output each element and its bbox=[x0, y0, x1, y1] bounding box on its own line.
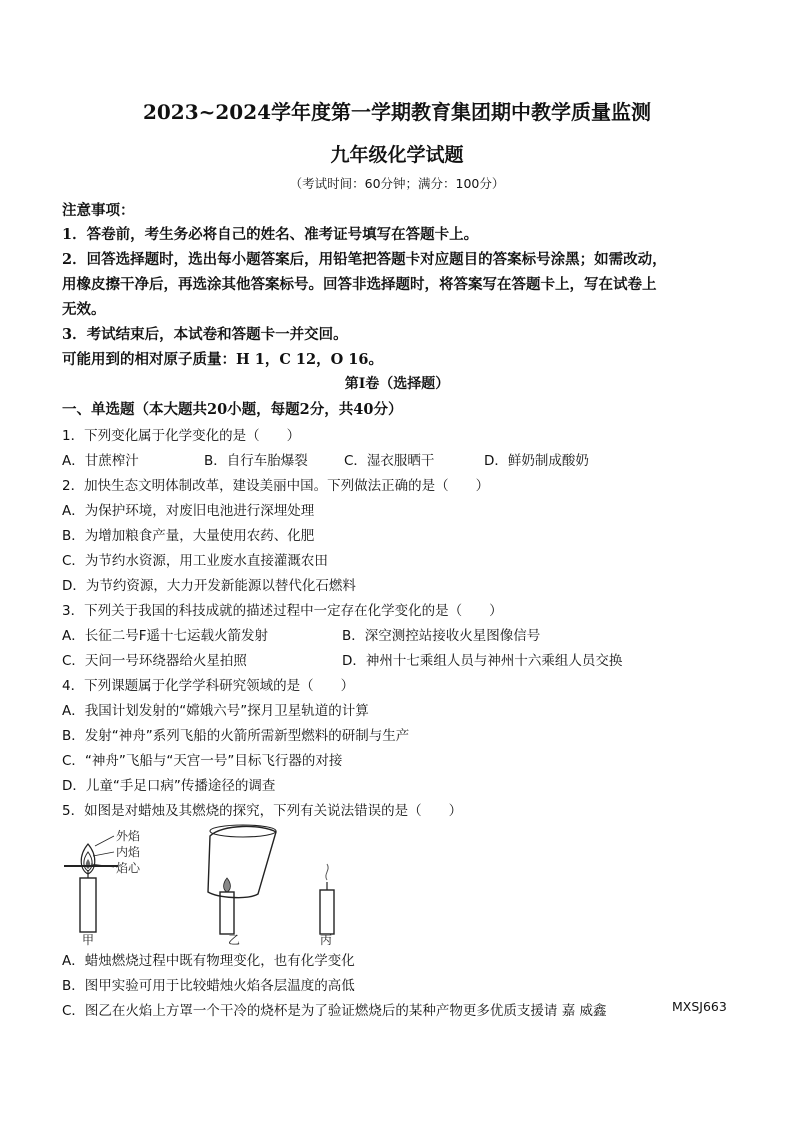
q4-option-d: D．儿童“手足口病”传播途径的调查 bbox=[62, 778, 276, 794]
q3-option-a: A．长征二号F遥十七运载火箭发射 bbox=[62, 628, 268, 644]
label-outer-flame: 外焰 bbox=[116, 829, 141, 843]
exam-info: （考试时间：60分钟；满分：100分） bbox=[289, 176, 505, 191]
q3-option-c: C．天问一号环绕器给火星拍照 bbox=[62, 653, 247, 669]
note-item-1: 1．答卷前，考生务必将自己的姓名、准考证号填写在答题卡上。 bbox=[62, 226, 479, 243]
watermark-code: MXSJ663 bbox=[672, 999, 727, 1014]
q4-option-c: C．“神舟”飞船与“天宫一号”目标飞行器的对接 bbox=[62, 753, 343, 769]
q2-option-c: C．为节约水资源，用工业废水直接灌溉农田 bbox=[62, 553, 328, 569]
q3-stem: 3．下列关于我国的科技成就的描述过程中一定存在化学变化的是（ ） bbox=[62, 603, 503, 619]
q4-stem: 4．下列课题属于化学学科研究领域的是（ ） bbox=[62, 678, 355, 694]
q5-option-b: B．图甲实验可用于比较蜡烛火焰各层温度的高低 bbox=[62, 978, 355, 994]
q4-option-a: A．我国计划发射的“嫦娥六号”探月卫星轨道的计算 bbox=[62, 703, 369, 719]
label-yi: 乙 bbox=[228, 933, 241, 947]
section-heading: 一、单选题（本大题共20小题，每题2分，共40分） bbox=[62, 401, 403, 418]
figure-c-candle-smoke bbox=[320, 864, 334, 947]
q2-stem: 2．加快生态文明体制改革，建设美丽中国。下列做法正确的是（ ） bbox=[62, 478, 490, 494]
q1-option-c: C．湿衣服晒干 bbox=[344, 453, 435, 469]
q5-stem: 5．如图是对蜡烛及其燃烧的探究，下列有关说法错误的是（ ） bbox=[62, 803, 463, 819]
label-inner-flame: 内焰 bbox=[116, 845, 141, 859]
atomic-mass-note: 可能用到的相对原子质量：H 1，C 12，O 16。 bbox=[62, 351, 383, 368]
note-item-3: 3．考试结束后，本试卷和答题卡一并交回。 bbox=[62, 326, 348, 343]
q2-option-d: D．为节约资源，大力开发新能源以替代化石燃料 bbox=[62, 578, 356, 594]
q2-option-b: B．为增加粮食产量，大量使用农药、化肥 bbox=[62, 528, 315, 544]
q1-option-b: B．自行车胎爆裂 bbox=[204, 453, 308, 469]
q3-option-d: D．神州十七乘组人员与神州十六乘组人员交换 bbox=[342, 653, 623, 669]
q1-option-a: A．甘蔗榨汁 bbox=[62, 453, 139, 469]
notes-heading: 注意事项： bbox=[62, 202, 135, 219]
label-flame-core: 焰心 bbox=[116, 861, 141, 875]
label-bing: 丙 bbox=[320, 933, 333, 947]
note-item-2-line-2: 用橡皮擦干净后，再选涂其他答案标号。回答非选择题时，将答案写在答题卡上，写在试卷上 bbox=[62, 276, 657, 293]
q2-option-a: A．为保护环境，对废旧电池进行深埋处理 bbox=[62, 503, 315, 519]
note-item-2-line-3: 无效。 bbox=[62, 301, 106, 318]
exam-subtitle: 九年级化学试题 bbox=[330, 144, 464, 166]
part1-title: 第Ⅰ卷（选择题） bbox=[344, 376, 450, 392]
q4-option-b: B．发射“神舟”系列飞船的火箭所需新型燃料的研制与生产 bbox=[62, 728, 410, 744]
note-item-2-line-1: 2．回答选择题时，选出每小题答案后，用铅笔把答题卡对应题目的答案标号涂黑；如需改动， bbox=[62, 251, 667, 268]
figure-a-candle bbox=[64, 828, 141, 947]
q1-stem: 1．下列变化属于化学变化的是（ ） bbox=[62, 428, 301, 444]
q5-option-c: C．图乙在火焰上方罩一个干冷的烧杯是为了验证燃烧后的某种产物更多优质支援请 嘉 威鑫 bbox=[62, 1003, 607, 1019]
exam-title: 2023~2024学年度第一学期教育集团期中教学质量监测 bbox=[142, 100, 652, 124]
q1-option-d: D．鲜奶制成酸奶 bbox=[484, 453, 589, 469]
q3-option-b: B．深空测控站接收火星图像信号 bbox=[342, 628, 541, 644]
q5-option-a: A．蜡烛燃烧过程中既有物理变化，也有化学变化 bbox=[62, 953, 355, 969]
label-jia: 甲 bbox=[82, 933, 95, 947]
candle-experiment-figure bbox=[62, 822, 482, 948]
figure-b-candle-beaker bbox=[208, 825, 276, 947]
